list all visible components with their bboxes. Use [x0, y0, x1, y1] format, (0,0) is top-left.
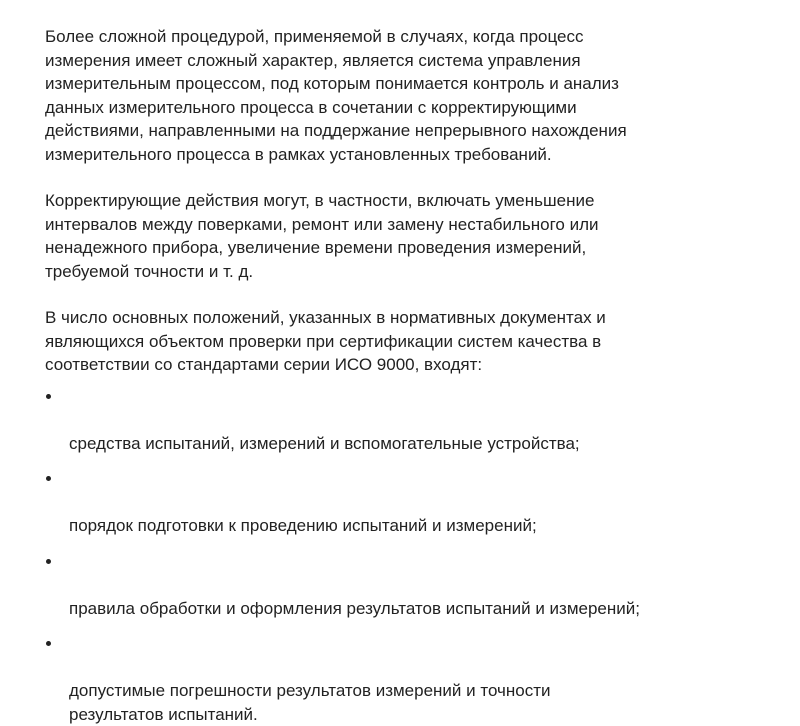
list-item [45, 632, 765, 726]
list-item [45, 550, 765, 621]
list-item-text: допустимые погрешности результатов измерений и точности результатов испытаний. [69, 681, 551, 724]
requirements-list [45, 385, 765, 726]
paragraph-corrective-actions: Корректирующие действия могут, в частности, включать уменьшение интервалов между поверками, ремонт или замену нестабильного или ненадежного прибора, увеличение времени проведения измерений, требуемой точности и т. д. [45, 189, 765, 283]
list-item [45, 385, 765, 456]
list-item-text: средства испытаний, измерений и вспомогательные устройства; [69, 434, 580, 453]
paragraph-measurement-control: Более сложной процедурой, применяемой в случаях, когда процесс измерения имеет сложный характер, является система управления измерительным процессом, под которым понимается контроль и анализ данных измерительного процесса в сочетании с корректирующими действиями, направленными на поддержание непрерывного нахождения измерительного процесса в рамках установленных требований. [45, 25, 765, 166]
slide-content [45, 25, 765, 726]
paragraph-iso-requirements: В число основных положений, указанных в нормативных документах и являющихся объектом проверки при сертификации систем качества в соответствии со стандартами серии ИСО 9000, входят: [45, 306, 765, 377]
bullet-dot-icon [46, 641, 51, 646]
bullet-dot-icon [46, 559, 51, 564]
list-item [45, 467, 765, 538]
bullet-dot-icon [46, 476, 51, 481]
list-item-text: правила обработки и оформления результатов испытаний и измерений; [69, 599, 640, 618]
bullet-dot-icon [46, 394, 51, 399]
list-item-text: порядок подготовки к проведению испытаний и измерений; [69, 516, 537, 535]
